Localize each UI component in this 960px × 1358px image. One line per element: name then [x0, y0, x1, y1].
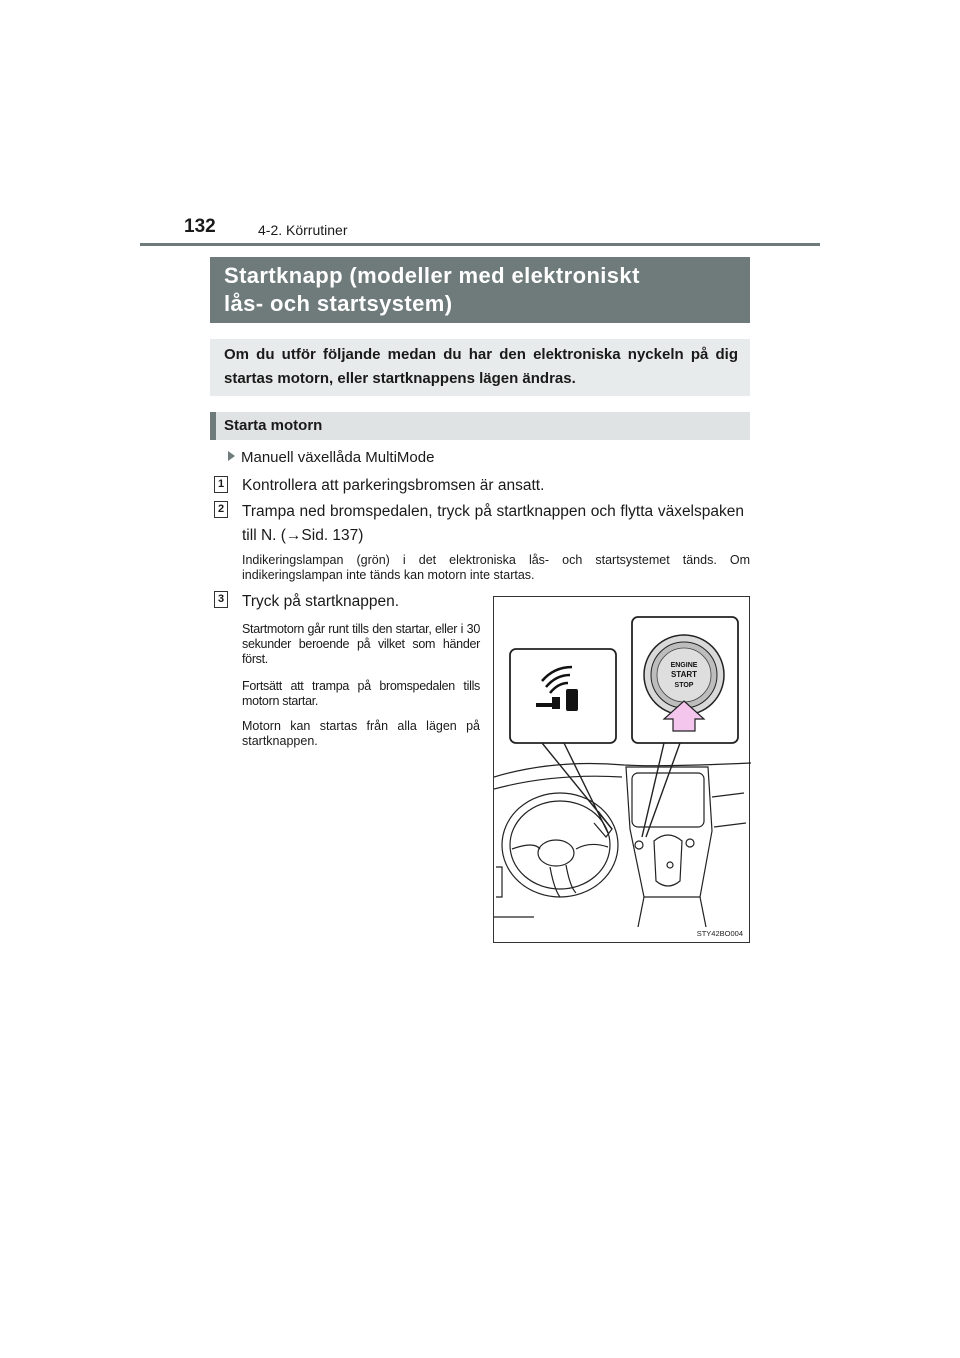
dashboard-outline	[494, 763, 751, 927]
button-label-start: START	[670, 670, 698, 679]
page-number: 132	[184, 216, 216, 237]
button-label-engine: ENGINE	[670, 662, 698, 669]
subheading: Starta motorn	[210, 412, 750, 440]
bullet-text: Manuell växellåda MultiMode	[241, 449, 435, 466]
dashboard-drawing	[494, 597, 751, 944]
button-pointer-line	[642, 743, 680, 837]
step-1-text: Kontrollera att parkeringsbromsen är ansatt.	[242, 477, 545, 494]
triangle-bullet-icon	[228, 451, 235, 461]
title-line-2: lås- och startsystem)	[224, 291, 453, 316]
key-indicator-callout	[510, 649, 616, 743]
page-title	[210, 257, 750, 323]
step-number-3: 3	[214, 591, 228, 608]
dashboard-illustration	[493, 596, 750, 943]
step-3-text: Tryck på startknappen.	[242, 593, 400, 610]
step-3-note-2: Fortsätt att trampa på bromspedalen tills motorn startar.	[242, 679, 480, 708]
step-2-text: Trampa ned bromspedalen, tryck på startknappen och flytta växelspaken till N. (→Sid. 137)	[242, 503, 744, 544]
step-2-note: Indikeringslampan (grön) i det elektroniska lås- och startsystemet tänds. Om indikeringslampan inte tänds kan motorn inte startas.	[242, 553, 750, 582]
step-3-note-1: Startmotorn går runt tills den startar, eller i 30 sekunder beroende på vilket som händer först.	[242, 622, 480, 666]
title-line-1: Startknapp (modeller med elektroniskt	[224, 263, 640, 288]
illustration-code: STY42BO004	[696, 929, 743, 938]
step-number-1: 1	[214, 476, 228, 493]
intro-box: Om du utför följande medan du har den elektroniska nyckeln på dig startas motorn, eller startknappens lägen ändras.	[210, 339, 750, 396]
button-label-stop: STOP	[674, 682, 694, 689]
step-3-note-3: Motorn kan startas från alla lägen på startknappen.	[242, 719, 480, 748]
step-number-2: 2	[214, 501, 228, 518]
section-label: 4-2. Körrutiner	[258, 222, 348, 238]
header-rule	[140, 243, 820, 246]
bullet-item	[228, 448, 434, 468]
